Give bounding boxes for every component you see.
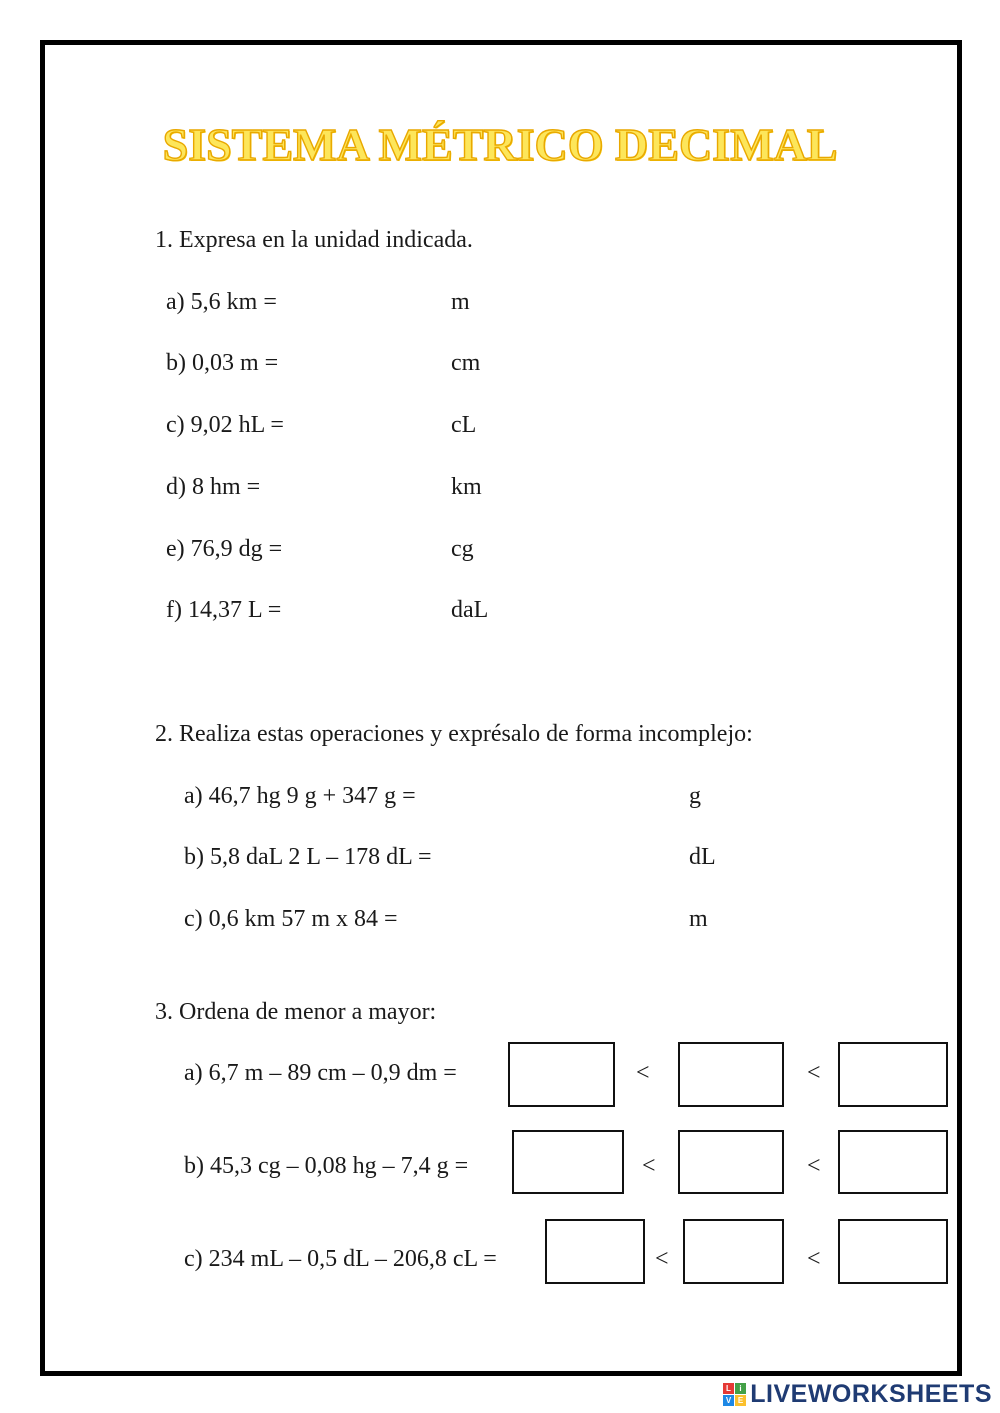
s3-c-less-than-1: < bbox=[655, 1246, 669, 1272]
s1-item-f-unit: daL bbox=[451, 597, 489, 623]
logo-letter-i: i bbox=[735, 1383, 746, 1394]
logo-letter-l: L bbox=[723, 1383, 734, 1394]
s1-item-e-unit: cg bbox=[451, 536, 474, 562]
s3-b-answer-box-1[interactable] bbox=[512, 1130, 624, 1194]
liveworksheets-brand-text: LIVEWORKSHEETS bbox=[750, 1379, 992, 1408]
section-1-heading: 1. Expresa en la unidad indicada. bbox=[155, 227, 473, 253]
s1-item-c-unit: cL bbox=[451, 412, 477, 438]
s1-item-a-label: a) 5,6 km = bbox=[166, 289, 277, 315]
s3-b-less-than-1: < bbox=[642, 1153, 656, 1179]
s3-c-less-than-2: < bbox=[807, 1246, 821, 1272]
s3-item-a-label: a) 6,7 m – 89 cm – 0,9 dm = bbox=[184, 1060, 457, 1086]
s3-item-b-label: b) 45,3 cg – 0,08 hg – 7,4 g = bbox=[184, 1153, 469, 1179]
s3-b-answer-box-3[interactable] bbox=[838, 1130, 948, 1194]
page-title: SISTEMA MÉTRICO DECIMAL bbox=[162, 119, 838, 170]
s1-item-b-label: b) 0,03 m = bbox=[166, 350, 279, 376]
s1-item-c-label: c) 9,02 hL = bbox=[166, 412, 284, 438]
s3-a-answer-box-1[interactable] bbox=[508, 1042, 615, 1107]
s2-item-b-unit: dL bbox=[689, 844, 716, 870]
logo-letter-v: V bbox=[723, 1395, 734, 1406]
s2-item-a-unit: g bbox=[689, 783, 701, 809]
s3-a-less-than-2: < bbox=[807, 1060, 821, 1086]
s1-item-d-unit: km bbox=[451, 474, 482, 500]
s2-item-c-label: c) 0,6 km 57 m x 84 = bbox=[184, 906, 398, 932]
s1-item-e-label: e) 76,9 dg = bbox=[166, 536, 283, 562]
liveworksheets-logo-icon bbox=[723, 1383, 746, 1406]
s3-a-less-than-1: < bbox=[636, 1060, 650, 1086]
s3-b-less-than-2: < bbox=[807, 1153, 821, 1179]
s3-c-answer-box-2[interactable] bbox=[683, 1219, 784, 1284]
s2-item-a-label: a) 46,7 hg 9 g + 347 g = bbox=[184, 783, 416, 809]
s1-item-d-label: d) 8 hm = bbox=[166, 474, 261, 500]
s1-item-f-label: f) 14,37 L = bbox=[166, 597, 282, 623]
s1-item-a-unit: m bbox=[451, 289, 470, 315]
section-3-heading: 3. Ordena de menor a mayor: bbox=[155, 999, 437, 1025]
s3-item-c-label: c) 234 mL – 0,5 dL – 206,8 cL = bbox=[184, 1246, 497, 1272]
logo-letter-e: E bbox=[735, 1395, 746, 1406]
s3-a-answer-box-2[interactable] bbox=[678, 1042, 784, 1107]
s1-item-b-unit: cm bbox=[451, 350, 481, 376]
s2-item-c-unit: m bbox=[689, 906, 708, 932]
s3-c-answer-box-3[interactable] bbox=[838, 1219, 948, 1284]
s2-item-b-label: b) 5,8 daL 2 L – 178 dL = bbox=[184, 844, 432, 870]
s3-c-answer-box-1[interactable] bbox=[545, 1219, 645, 1284]
s3-a-answer-box-3[interactable] bbox=[838, 1042, 948, 1107]
liveworksheets-logo[interactable] bbox=[723, 1381, 992, 1407]
section-2-heading: 2. Realiza estas operaciones y exprésalo de forma incomplejo: bbox=[155, 721, 753, 747]
s3-b-answer-box-2[interactable] bbox=[678, 1130, 784, 1194]
